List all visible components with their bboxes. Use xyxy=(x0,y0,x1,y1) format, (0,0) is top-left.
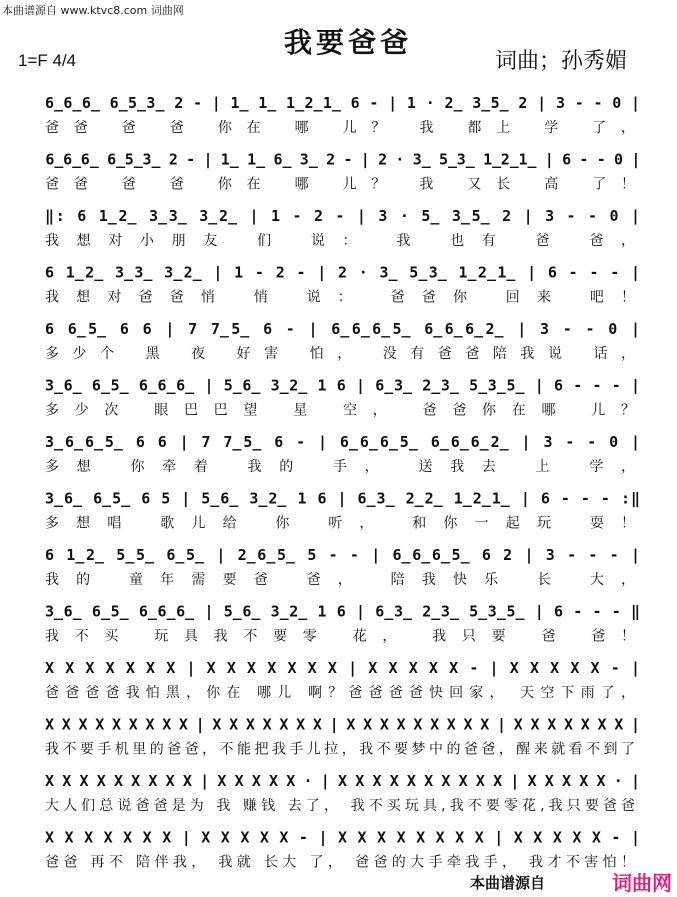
notation-row: 6̲6̲6̲ 6̲5̲3̲ 2 - | 1̲ 1̲ 1̲2̲1̲ 6 - | 1 · 2̲ 3̲5̲ 2 | 3 - - 0 | xyxy=(45,94,640,112)
notation-row: X X X X X X X | X X X X X - | X X X X X X X X | X X X X X - | xyxy=(45,828,640,847)
notation-row: 3̲6̲ 6̲5̲ 6̲6̲6̲ | 5̲6̲ 3̲2̲ 1 6 | 6̲3̲ 2̲3̲ 5̲3̲5̲ | 6 - - - ‖ xyxy=(45,602,640,621)
lyric-line: 爸爸 爸 爸 你在 哪 儿？ 我 都上 学 了， xyxy=(45,120,635,136)
lyric-line: 我的 童年需要爸 爸， 陪我快乐 长 大， xyxy=(45,572,635,588)
lyric-line: 多想唱 歌儿给 你 听， 和你一起玩 耍！ xyxy=(45,515,635,532)
notation-row: X X X X X X X | X X X X X X X | X X X X X - | X X X X X - | xyxy=(45,659,640,677)
notation-row: 6 1̲2̲ 3̲3̲ 3̲2̲ | 1 - 2 - | 2 · 3̲ 5̲3̲ 1̲2̲1̲ | 6 - - - | xyxy=(45,263,640,282)
score-rows xyxy=(45,94,640,871)
lyric-line: 爸爸爸爸我怕黑，你在 哪儿 啊？爸爸爸爸快回家， 天空下雨了， xyxy=(45,685,635,701)
notation-row: 3̲6̲ 6̲5̲ 6 5 | 5̲6̲ 3̲2̲ 1 6 | 6̲3̲ 2̲2̲ 1̲2̲1̲ | 6 - - - :‖ xyxy=(45,489,640,508)
lyric-line: 多想 你牵着 我的 手， 送我去 上 学， xyxy=(45,459,635,475)
lyric-line: 我不买 玩具我不要零 花， 我只要 爸 爸！ xyxy=(45,628,635,645)
lyric-line: 多少个 黑 夜 好害 怕， 没有爸爸陪我说 话， xyxy=(45,346,635,362)
notation-row: 3̲6̲ 6̲5̲ 6̲6̲6̲ | 5̲6̲ 3̲2̲ 1 6 | 6̲3̲ 2̲3̲ 5̲3̲5̲ | 6 - - - | xyxy=(45,376,640,395)
lyric-line: 爸爸 爸 爸 你在 哪 儿？ 我 又长 高 了！ xyxy=(45,176,635,193)
notation-row: 6̲6̲6̲ 6̲5̲3̲ 2 - | 1̲ 1̲ 6̲ 3̲ 2 - | 2 · 3̲ 5̲3̲ 1̲2̲1̲ | 6 - - 0 | xyxy=(45,150,641,169)
lyric-line: 大人们总说爸爸是为 我 赚钱 去了， 我不买玩具,我不要零花,我只要爸爸 xyxy=(45,798,635,814)
lyric-line: 我想对小朋友 们 说： 我 也有 爸 爸， xyxy=(45,233,635,249)
notation-row: 6 1̲2̲ 5̲5̲ 6̲5̲ | 2̲6̲5̲ 5 - - | 6̲6̲6̲5̲ 6 2 | 3 - - - | xyxy=(45,546,640,564)
key-signature: 1=F 4/4 xyxy=(18,51,77,70)
song-title: 我要爸爸 xyxy=(283,26,413,59)
notation-row: 6 6̲5̲ 6 6 | 7 7̲5̲ 6 - | 6̲6̲6̲5̲ 6̲6̲6̲2̲ | 3 - - 0 | xyxy=(45,320,640,338)
footer-source: 本曲谱源自 xyxy=(470,874,546,892)
lyric-line: 爸爸 再不 陪伴我， 我就 长大 了， 爸爸的大手牵我手， 我才不害怕！ xyxy=(45,854,635,871)
footer-site-logo: 词曲网 xyxy=(612,871,672,895)
notation-row: ‖: 6 1̲2̲ 3̲3̲ 3̲2̲ | 1 - 2 - | 3 · 5̲ 3̲5̲ 2 | 3 - - 0 | xyxy=(45,207,640,225)
notation-row: 3̲6̲6̲5̲ 6 6 | 7 7̲5̲ 6 - | 6̲6̲6̲5̲ 6̲6̲6̲2̲ | 3 - - 0 | xyxy=(45,433,640,451)
notation-row: X X X X X X X X X | X X X X X X X | X X X X X X X X X | X X X X X X X | xyxy=(45,715,641,734)
lyric-line: 我想对爸爸悄 悄 说： 爸爸你 回来 吧！ xyxy=(45,289,635,306)
notation-row: X X X X X X X X X | X X X X X · | X X X X X X X X X X | X X X X X · | xyxy=(45,772,640,790)
lyric-line: 我不要手机里的爸爸，不能把我手儿拉，我不要梦中的爸爸，醒来就看不到了 xyxy=(45,741,635,758)
watermark-text: 本曲谱源自 www.ktvc8.com 词曲网 xyxy=(2,4,184,17)
credits: 词曲；孙秀媚 xyxy=(495,49,628,74)
lyric-line: 多少次 眼巴巴望 星 空， 爸爸你在哪 儿？ xyxy=(45,402,635,419)
